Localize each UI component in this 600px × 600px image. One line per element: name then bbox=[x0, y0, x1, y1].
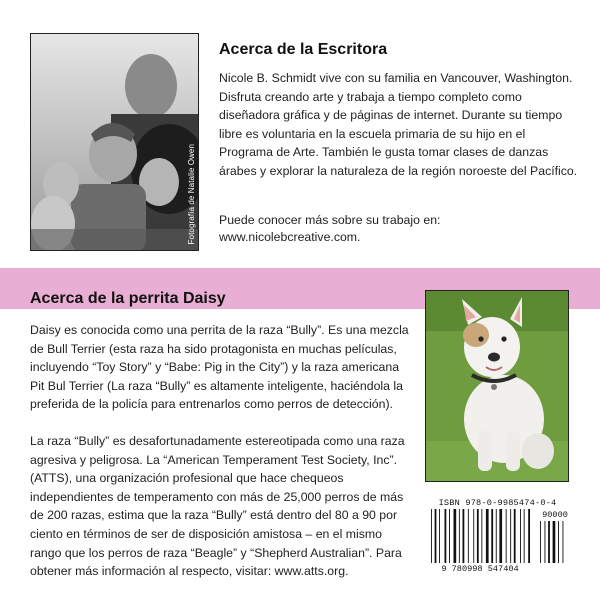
author-bio: Nicole B. Schmidt vive con su familia en Vancouver, Washington. Disfruta creando arte y trabaja a tiempo completo como diseñadora gráfica y de páginas de internet. Durante su tiempo libre es voluntaria en la escuela primaria de su hijo en el Programa de Arte. También le gusta tomar clases de danzas árabes y explorar la naturaleza de la región noroeste del Pacífico. bbox=[219, 71, 578, 178]
dog-photo bbox=[425, 290, 569, 482]
daisy-paragraph-2: La raza “Bully” es desafortunadamente estereotipada como una raza agresiva y peligrosa. La “American Temperament Test Society, Inc”. (ATTS), una organización profesional que hace chequeos independientes de temperamento con más de 25,000 perros de más de 200 razas, estima que la raza “Bully” está dentro del 80 a 90 por ciento en términos de ser de disposición amistosa – en el mismo rango que los perros de raza “Beagle” y “Shepherd Australian”. Para obtener más información al respecto, visitar: www.atts.org. bbox=[30, 434, 405, 579]
daisy-heading: Acerca de la perrita Daisy bbox=[30, 290, 226, 307]
price-digits: 90000 bbox=[542, 510, 568, 520]
author-more-info: Puede conocer más sobre su trabajo en: www.nicolebcreative.com. bbox=[219, 213, 441, 244]
photo-credit: Fotografía de Natalie Owen bbox=[187, 143, 196, 244]
isbn-label: ISBN 978-0-9985474-0-4 bbox=[438, 498, 557, 508]
isbn-barcode bbox=[425, 498, 570, 576]
ean-digits: 9 780998 547404 bbox=[441, 564, 519, 574]
daisy-paragraph-1: Daisy es conocida como una perrita de la raza “Bully”. Es una mezcla de Bull Terrier (esta raza ha sido protagonista en muchas películas, incluyendo “Toy Story” y “Babe: Pig in the City”) y la raza americana Pit Bul Terrier (La raza “Bully” es altamente inteligente, haciéndola la preferida de la policía para entrenarlos como perros de detección). bbox=[30, 323, 409, 412]
author-heading: Acerca de la Escritora bbox=[219, 41, 388, 58]
author-photo bbox=[30, 33, 199, 251]
